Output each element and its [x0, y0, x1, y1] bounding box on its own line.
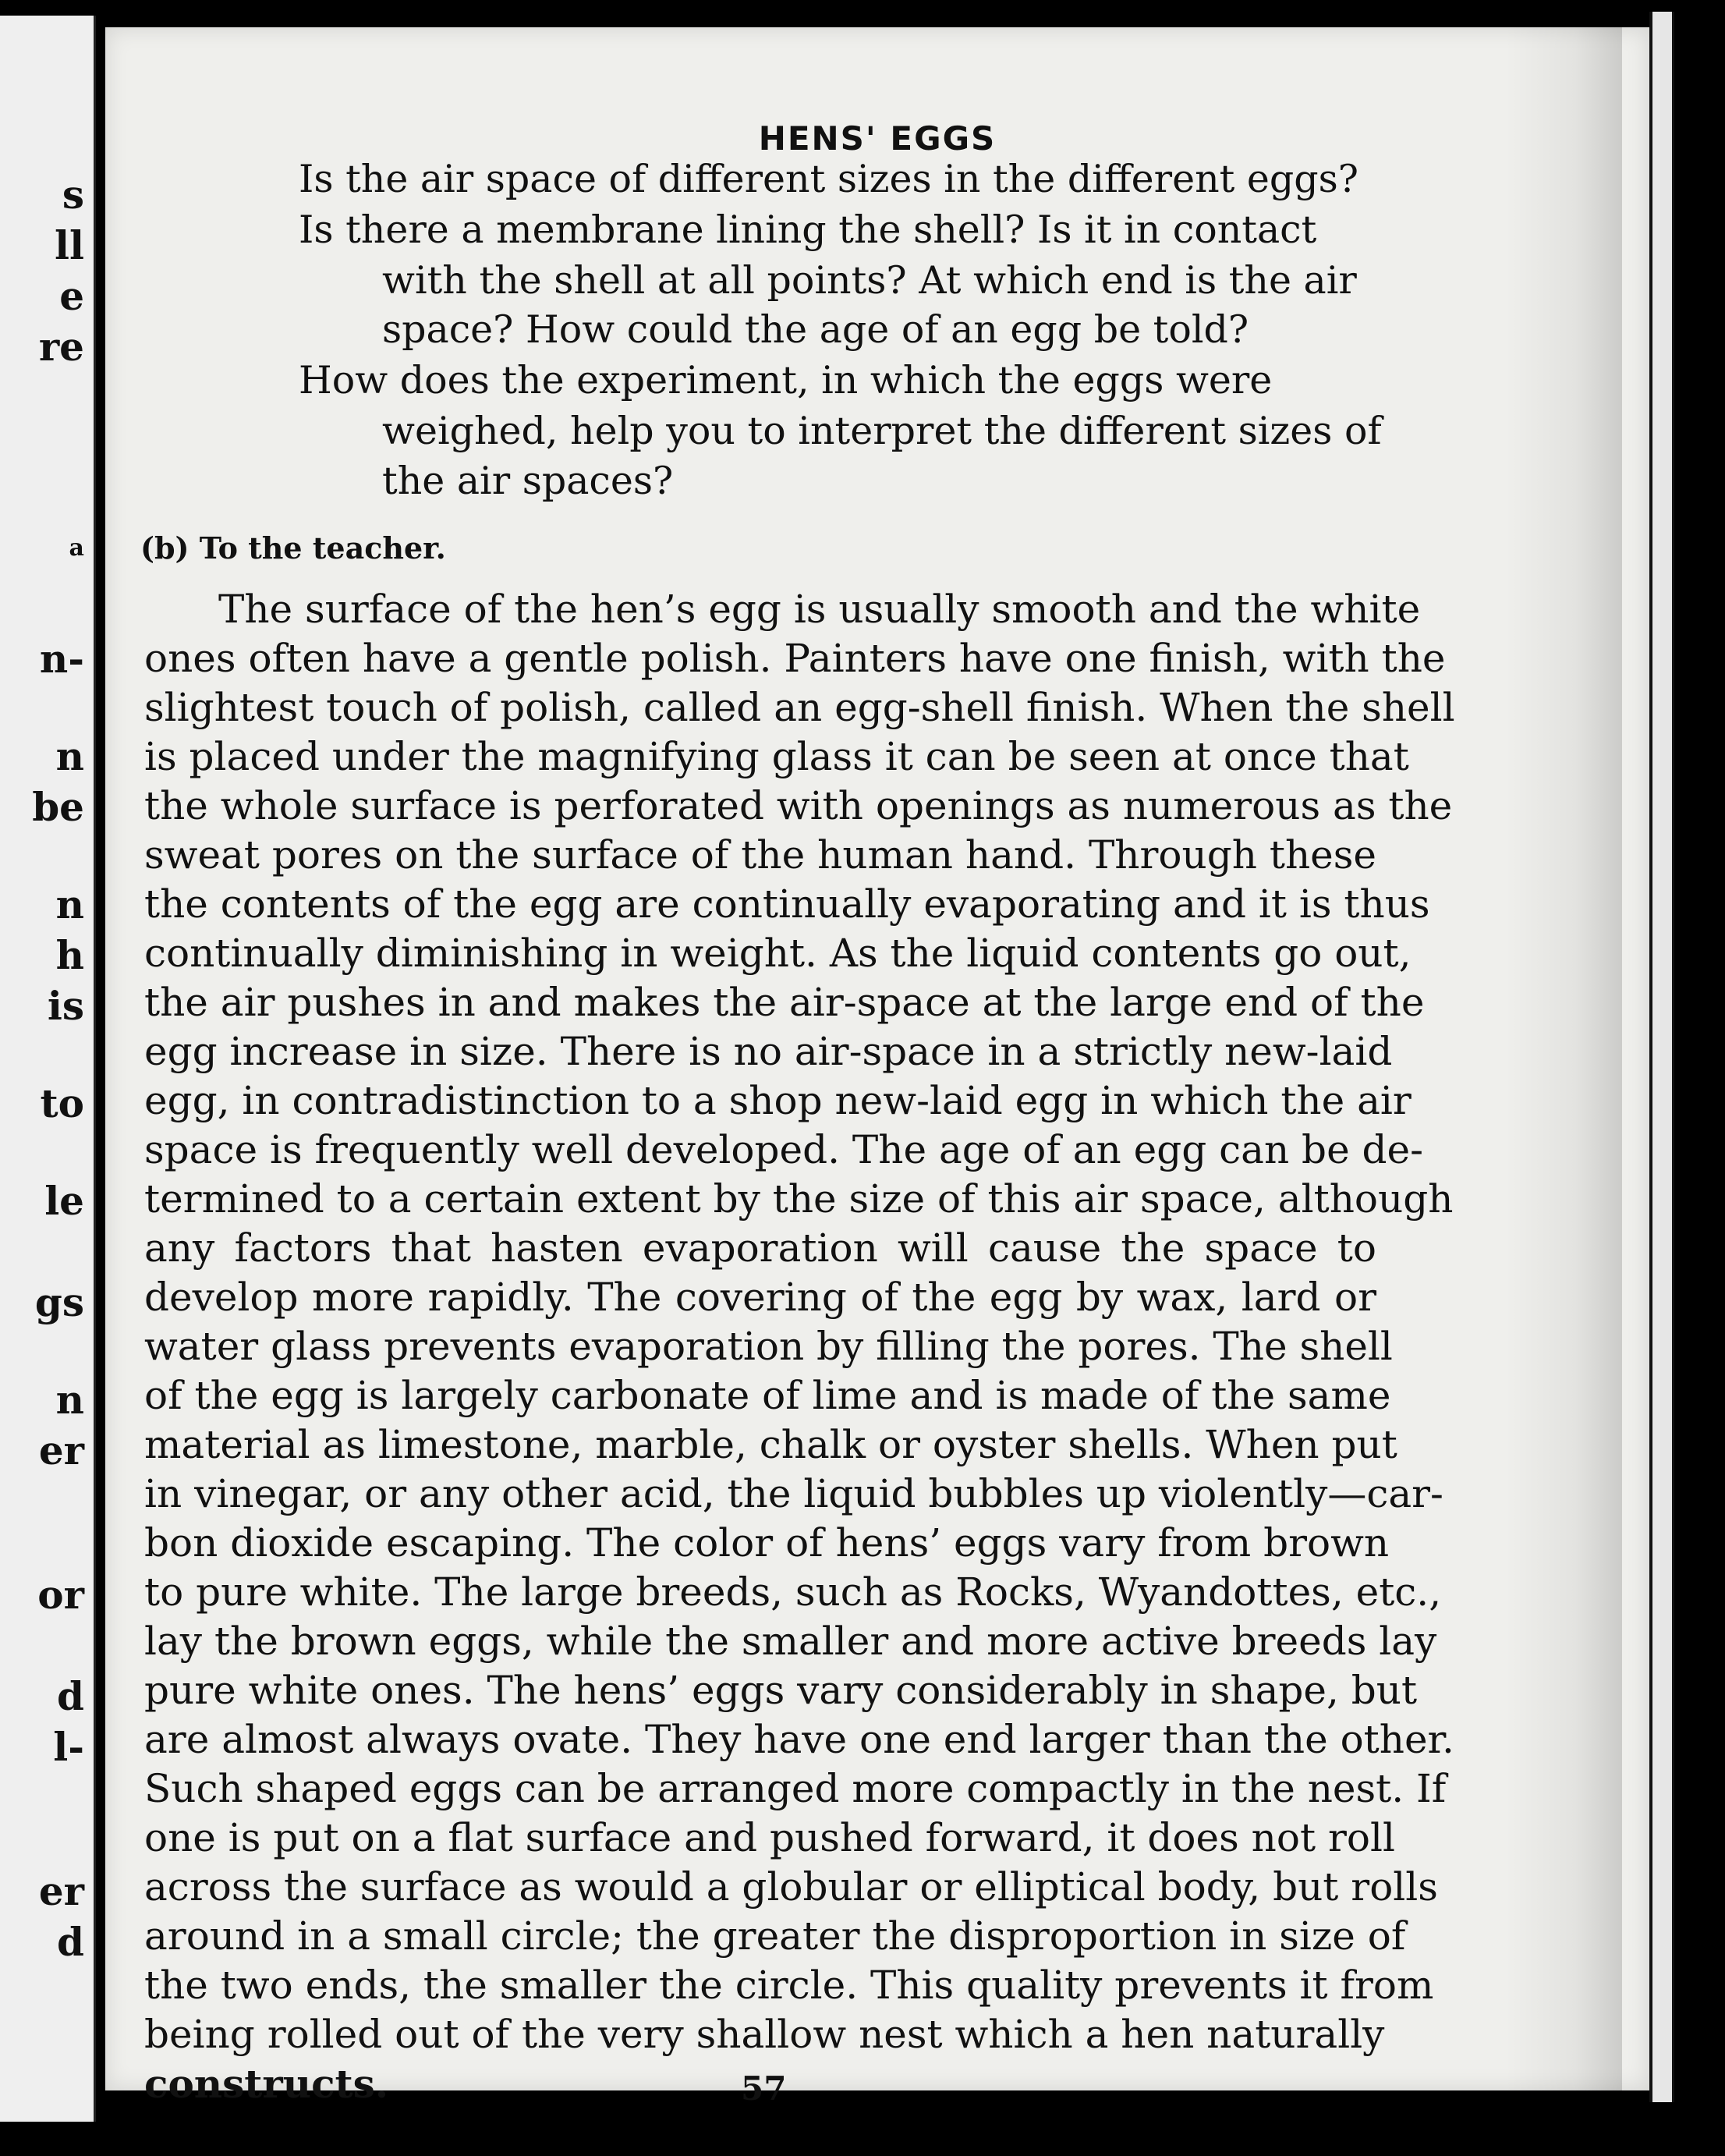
body-line: pure white ones. The hens’ eggs vary considerably in shape, but	[144, 1668, 1418, 1713]
left-fragment: d	[57, 1673, 84, 1719]
body-line: the whole surface is perforated with openings as numerous as the	[144, 783, 1453, 828]
left-fragment: l-	[53, 1724, 84, 1770]
book-page	[105, 27, 1649, 2108]
body-line: to pure white. The large breeds, such as Rocks, Wyandottes, etc.,	[144, 1569, 1442, 1615]
body-line: around in a small circle; the greater the disproportion in size of	[144, 1913, 1406, 1959]
body-line: the air pushes in and makes the air-space at the large end of the	[144, 980, 1425, 1025]
body-line: one is put on a flat surface and pushed forward, it does not roll	[144, 1815, 1395, 1860]
question-line: Is the air space of different sizes in the different eggs?	[299, 157, 1359, 201]
left-fragment: a	[69, 534, 84, 562]
page-number: 57	[741, 2069, 787, 2108]
left-fragment: er	[38, 1427, 84, 1473]
left-fragment: h	[55, 932, 84, 978]
body-line: develop more rapidly. The covering of the egg by wax, lard or	[144, 1275, 1376, 1320]
question-line: How does the experiment, in which the eggs were	[299, 358, 1273, 402]
question-line: weighed, help you to interpret the different sizes of	[382, 409, 1382, 453]
left-fragment: is	[47, 983, 84, 1029]
left-fragment: n-	[39, 636, 84, 682]
left-fragment: d	[57, 1919, 84, 1965]
left-fragment: n	[55, 733, 84, 779]
body-line: constructs.	[144, 2061, 389, 2107]
body-line: Such shaped eggs can be arranged more compactly in the nest. If	[144, 1766, 1447, 1811]
body-line: is placed under the magnifying glass it can be seen at once that	[144, 734, 1409, 779]
left-fragment: e	[59, 273, 84, 319]
body-line: across the surface as would a globular or elliptical body, but rolls	[144, 1864, 1438, 1910]
body-line: The surface of the hen’s egg is usually smooth and the white	[218, 587, 1421, 632]
body-line: lay the brown eggs, while the smaller and more active breeds lay	[144, 1619, 1437, 1664]
body-line: slightest touch of polish, called an egg-shell finish. When the shell	[144, 685, 1455, 730]
running-header: HENS' EGGS	[758, 119, 997, 158]
body-line: any factors that hasten evaporation will cause the space to	[144, 1225, 1376, 1271]
body-line: the two ends, the smaller the circle. This quality prevents it from	[144, 1963, 1434, 2008]
body-line: being rolled out of the very shallow nest which a hen naturally	[144, 2012, 1385, 2057]
body-line: continually diminishing in weight. As the liquid contents go out,	[144, 931, 1412, 976]
body-line: are almost always ovate. They have one end larger than the other.	[144, 1717, 1454, 1762]
body-line: water glass prevents evaporation by filling the pores. The shell	[144, 1324, 1393, 1369]
body-line: termined to a certain extent by the size of this air space, although	[144, 1176, 1454, 1222]
body-line: of the egg is largely carbonate of lime and is made of the same	[144, 1373, 1391, 1418]
body-line: sweat pores on the surface of the human hand. Through these	[144, 832, 1376, 878]
left-fragment: or	[37, 1572, 84, 1618]
page-edge-shadow	[1505, 23, 1622, 2090]
body-line: egg, in contradistinction to a shop new-laid egg in which the air	[144, 1078, 1412, 1123]
question-line: with the shell at all points? At which end is the air	[382, 258, 1357, 303]
next-page-edge	[1649, 12, 1674, 2102]
left-fragment: to	[40, 1080, 84, 1126]
section-subheading: (b) To the teacher.	[140, 530, 446, 566]
left-fragment: le	[44, 1178, 84, 1224]
question-line: Is there a membrane lining the shell? Is it in contact	[299, 207, 1317, 252]
body-line: ones often have a gentle polish. Painters have one finish, with the	[144, 636, 1446, 681]
body-line: space is frequently well developed. The age of an egg can be de-	[144, 1127, 1424, 1172]
left-fragment: gs	[34, 1279, 84, 1325]
body-line: material as limestone, marble, chalk or oyster shells. When put	[144, 1422, 1397, 1467]
left-fragment: ll	[55, 222, 84, 268]
body-line: in vinegar, or any other acid, the liquid bubbles up violently—car-	[144, 1471, 1443, 1516]
left-fragment: s	[62, 172, 84, 218]
body-line: egg increase in size. There is no air-space in a strictly new-laid	[144, 1029, 1393, 1074]
adjacent-page-fragment	[0, 16, 96, 2122]
left-fragment: re	[38, 324, 84, 370]
body-line: the contents of the egg are continually evaporating and it is thus	[144, 881, 1430, 927]
question-line: space? How could the age of an egg be told?	[382, 307, 1249, 352]
left-fragment: be	[32, 784, 84, 830]
left-fragment: n	[55, 1377, 84, 1423]
body-line: bon dioxide escaping. The color of hens’ eggs vary from brown	[144, 1520, 1390, 1566]
question-line: the air spaces?	[382, 459, 674, 503]
left-fragment: er	[38, 1868, 84, 1914]
left-fragment: n	[55, 881, 84, 927]
